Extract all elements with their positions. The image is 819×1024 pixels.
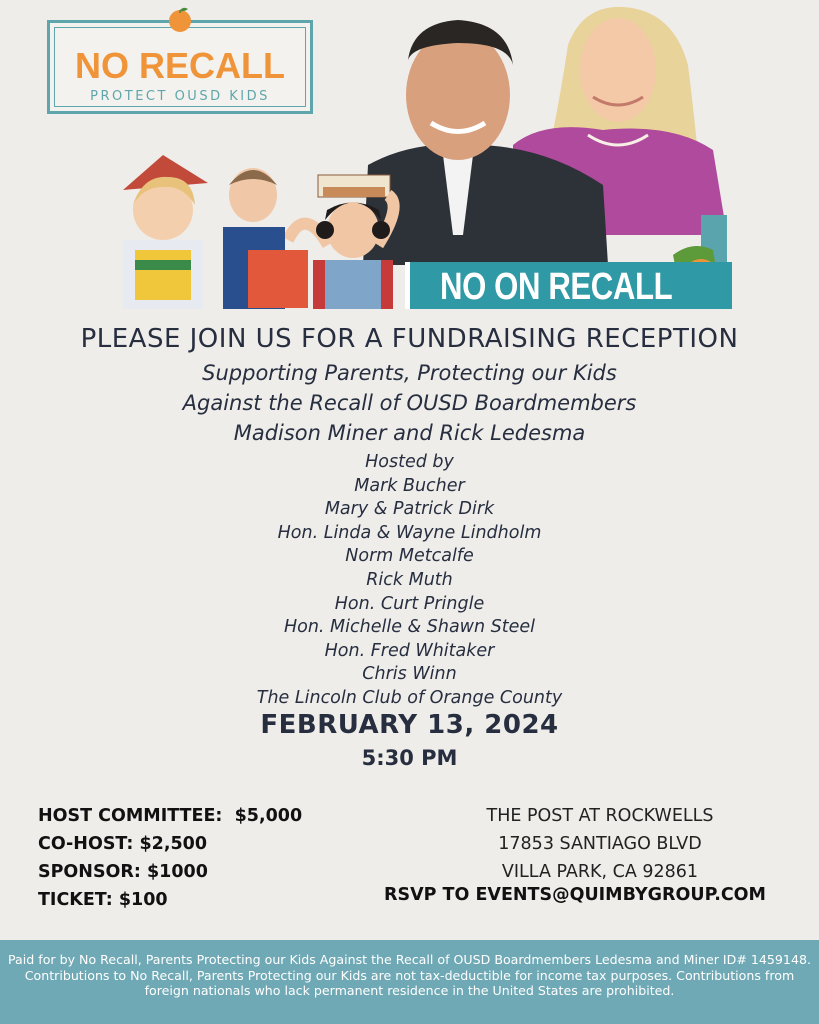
host-name: Mary & Patrick Dirk <box>324 499 495 520</box>
headline: PLEASE JOIN US FOR A FUNDRAISING RECEPTION <box>80 324 739 354</box>
subheading-2: Against the Recall of OUSD Boardmembers <box>182 391 637 415</box>
hosted-by-label: Hosted by <box>365 452 454 472</box>
no-on-recall-banner <box>405 262 732 309</box>
logo-subtitle: PROTECT OUSD KIDS <box>90 89 270 104</box>
banner-text: NO ON RECALL <box>440 266 673 308</box>
level-ticket: TICKET: $100 <box>38 890 168 910</box>
host-list <box>0 451 819 711</box>
logo-title: NO RECALL <box>75 45 285 86</box>
venue-city: VILLA PARK, CA 92861 <box>501 862 699 882</box>
venue-address <box>440 802 760 886</box>
level-co-host: CO-HOST: $2,500 <box>38 834 208 854</box>
venue-name: THE POST AT ROCKWELLS <box>486 806 714 826</box>
subheading-1: Supporting Parents, Protecting our Kids <box>202 361 617 385</box>
disclaimer-footer: Paid for by No Recall, Parents Protecting our Kids Against the Recall of OUSD Boardmembers Ledesma and Miner ID# 1459148. Contributions to No Recall, Parents Protecting our Kids are not tax-deductible for income tax purposes. Contributions from foreign nationals who lack permanent residence in the United States are prohibited. <box>0 940 819 1024</box>
host-name: The Lincoln Club of Orange County <box>256 687 563 708</box>
host-name: Rick Muth <box>366 569 453 590</box>
subheading-3: Madison Miner and Rick Ledesma <box>233 421 586 445</box>
host-name: Mark Bucher <box>354 475 465 496</box>
event-time: 5:30 PM <box>361 746 458 770</box>
kids-figures <box>123 155 394 309</box>
venue-street: 17853 SANTIAGO BLVD <box>498 834 702 854</box>
host-name: Hon. Fred Whitaker <box>324 640 495 661</box>
host-name: Hon. Linda & Wayne Lindholm <box>277 522 542 543</box>
host-name: Norm Metcalfe <box>345 546 474 567</box>
event-date: FEBRUARY 13, 2024 <box>260 710 559 740</box>
sponsorship-levels <box>38 802 302 914</box>
level-sponsor: SPONSOR: $1000 <box>38 862 208 882</box>
host-name: Chris Winn <box>362 664 457 685</box>
rsvp-email: RSVP TO EVENTS@QUIMBYGROUP.COM <box>384 885 766 905</box>
host-name: Hon. Curt Pringle <box>334 593 485 614</box>
host-name: Hon. Michelle & Shawn Steel <box>283 617 536 638</box>
level-host-committee: HOST COMMITTEE: $5,000 <box>38 806 303 826</box>
